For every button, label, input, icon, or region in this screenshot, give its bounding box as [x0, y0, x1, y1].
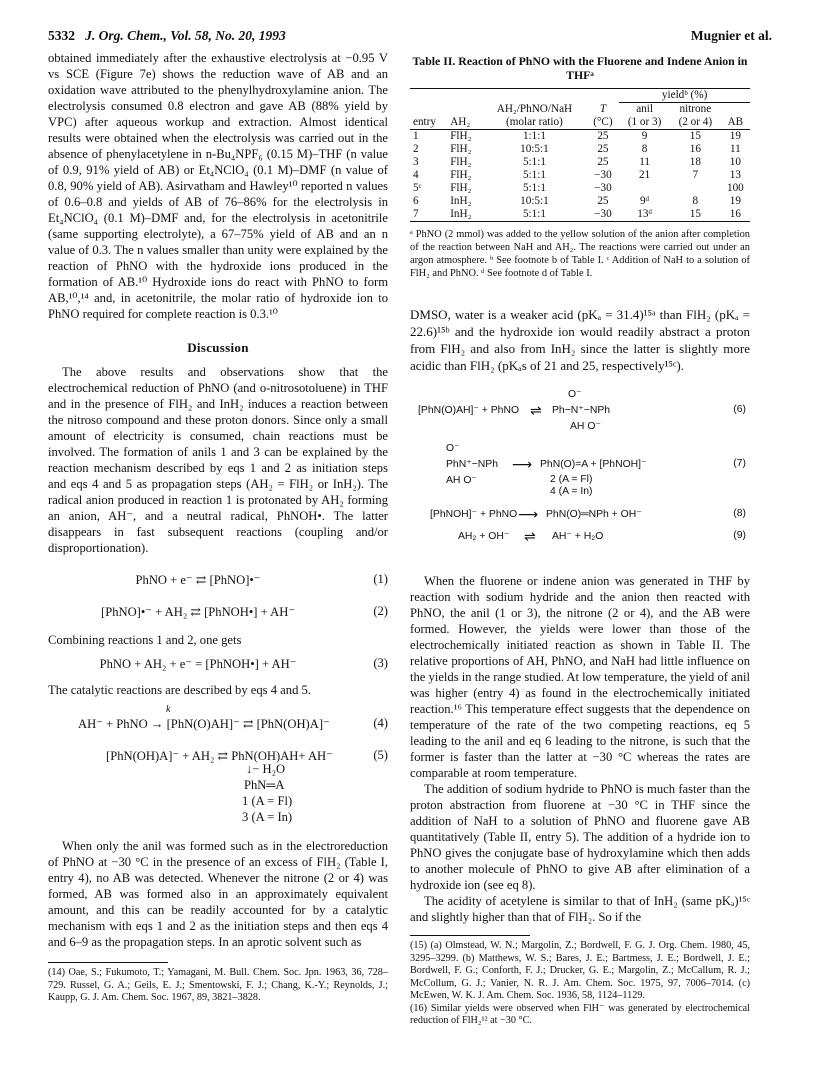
table-cell-entry: 7	[410, 208, 447, 222]
eq6-product: Ph−N⁺−NPh	[552, 405, 611, 416]
table-cell-ratio: 5:1:1	[482, 208, 586, 222]
eq9-number: (9)	[733, 530, 746, 541]
table-cell-entry: 4	[413, 169, 419, 181]
table-cell-ab: 100	[726, 182, 744, 194]
equation-3: PhNO + AH₂ + e⁻ = [PhNOH•] + AH⁻ (3)	[99, 656, 388, 671]
table-cell-anil: 8	[641, 143, 648, 155]
table-ii-title: Table II. Reaction of PhNO with the Fluorene and Indene Anion in THFᵃ	[412, 54, 748, 82]
eq6-arrow: ⇌	[530, 402, 542, 418]
table-header-ah2: AH₂	[447, 116, 482, 130]
paragraph-dmso: DMSO, water is a weaker acid (pKₐ = 31.4)¹⁵ᵃ than FlH₂ (pKₐ = 22.6)¹⁵ᵇ and the hydroxide ion would readily abstract a proton from FlH₂ and also from InH₂ since the latter is slightly more acidic than FlH₂ (pKₐs of 21 and 25, respectively¹⁵ᶜ).	[410, 307, 750, 373]
table-cell-t: 25	[597, 130, 609, 142]
section-heading-discussion: Discussion	[187, 340, 249, 355]
table-row	[410, 156, 750, 169]
eq7-bottom: AH O⁻	[446, 475, 477, 486]
eq9-right: AH⁻ + H₂O	[552, 531, 604, 542]
eq6-top: O⁻	[568, 389, 582, 400]
eq9-left: AH₂ + OH⁻	[458, 531, 510, 542]
table-cell-ab: 10	[729, 156, 741, 168]
table-header-nitrone-sub: (2 or 4)	[670, 116, 721, 130]
table-cell-nitrone: 16	[689, 143, 701, 155]
table-header-t: T	[599, 102, 607, 115]
footnote-divider-right	[410, 935, 530, 936]
paragraph-catalytic: The catalytic reactions are described by eqs 4 and 5.	[48, 683, 311, 697]
table-cell-nitrone: 8	[692, 195, 699, 207]
table-cell-ah2: FlH₂	[450, 143, 472, 155]
paragraph-discussion: The above results and observations show that the electrochemical reduction of PhNO (and o-nitrosotoluene) in THF and in the presence of FlH₂ and InH₂ induces a reaction between the nitroso compound and these proton donors. Since only a small amount of electricity is consumed, chain reactions must be involved. The formation of anils 1 and 3 can be explained by the reaction mechanism described by eqs 1 and 2 as initiation steps and eqs 4 and 5 as propagation steps (AH₂ = FlH₂ or InH₂). The radical anion produced in reaction 1 is protonated by AH₂ forming an anion, AH⁻, and a neutral radical, PhNOH•. The latter disappears in fast subsequent reactions (coupling and/or disproportionation).	[48, 365, 388, 555]
left-column	[48, 50, 388, 1005]
paragraph-fluorene-anion: When the fluorene or indene anion was generated in THF by reaction with sodium hydride and the anion then reacted with PhNO, the anil (1 or 3), the nitrone (2 or 4), and the AB were formed. However, the yields were lower than those of the electrochemically initiated reaction as shown in Table II. The relative proportions of AH, PhNO, and NaH had little influence on the yields in the range studied. At low temperature, the yield of anil was higher (entry 4) as found in the electrochemically initiated reaction.¹⁶ This temperature effect suggests that the dependence on temperature of the rate of the two competing reactions, eq 5 leading to the anil and eq 6 leading to the nitrone, is such that the former is faster than the latter at −30 °C whereas the rates are comparable at room temperature.	[410, 574, 750, 780]
eq7-top: O⁻	[446, 443, 460, 454]
paragraph-combining: Combining reactions 1 and 2, one gets	[48, 633, 242, 647]
table-cell-ab: 19	[729, 195, 741, 207]
table-cell-ratio: 10:5:1	[520, 143, 549, 155]
table-cell-t: 25	[597, 195, 609, 207]
table-cell-nitrone	[670, 182, 721, 195]
eq9-arrow: ⇌	[524, 528, 536, 544]
table-cell-ah2: FlH₂	[450, 182, 472, 194]
equation-2: [PhNO]•⁻ + AH₂ ⇄ [PhNOH•] + AH⁻ (2)	[101, 604, 388, 619]
table-header-ab: AB	[721, 116, 750, 130]
table-cell-ah2: InH₂	[450, 195, 472, 207]
table-ii-notes: ᵃ PhNO (2 mmol) was added to the yellow solution of the anion after completion of the reaction between NaH and AH₂. The reactions were carried out under an argon atmosphere. ᵇ See footnote b of Table I. ᶜ Addition of NaH to a solution of FlH₂ and PhNO. ᵈ See footnote d of Table I.	[410, 229, 750, 279]
table-cell-ab: 13	[729, 169, 741, 181]
eq7-number: (7)	[733, 458, 746, 469]
table-row	[410, 195, 750, 208]
table-header-entry: entry	[410, 116, 447, 130]
table-cell-entry: 2	[413, 143, 419, 155]
table-cell-entry: 3	[413, 156, 419, 168]
table-cell-entry: 6	[413, 195, 419, 207]
table-cell-ab: 19	[729, 130, 741, 142]
eq6-left: [PhN(O)AH]⁻ + PhNO	[418, 405, 520, 416]
table-cell-nitrone: 15	[670, 208, 721, 222]
table-cell-anil	[619, 182, 670, 195]
eq7-left: PhN⁺−NPh	[446, 459, 498, 470]
table-cell-ratio: 10:5:1	[520, 195, 549, 207]
paragraph-electrolysis: obtained immediately after the exhaustive electrolysis at −0.95 V vs SCE (Figure 7e) shows the reduction wave of AB and an oxidation wave attributed to the phenylhydroxylamine anion. The electrolysis consumed 0.8 electron and gave AB (88% yield by VPC) after aqueous workup and extraction. Almost identical results were obtained when the electrolysis was carried out in the absence of phenylacetylene in n-Bu₄NPF₆ (0.15 M)–THF (n value of 0.9, 91% yield of AB) or Et₄NClO₄ (0.1 M)–DMF (n value of 0.8, 90% yield of AB). Asirvatham and Hawley¹⁰ reported n values of 0.6–0.8 and yields of AB of 76–86% for the electrolysis in Et₄NClO₄ (0.1 M)–DMF and, for the electrolysis in acetonitrile (same supporting electrolyte), a 67–75% yield of AB and an n value of 0.3. The n values smaller than unity were explained by the reaction of PhNO with the hydroxide ions produced in the formation of AB.¹⁰ Hydroxide ions do react with PhNO to form AB,¹⁰,¹⁴ and, in acetonitrile, the molar ratio of hydroxide ion to PhNO required for complete reaction is 0.3.¹⁰	[48, 51, 388, 321]
paragraph-sodium-hydride: The addition of sodium hydride to PhNO is much faster than the proton abstraction from fluorene at −30 °C in THF since the addition of NaH to a solution of PhNO and fluorene gave AB quantitatively (Table II, entry 5). The addition of a hydride ion to PhNO gives the conjugate base of hydroxylamine which then adds to another molecule of PhNO to give AB after elimination of a hydroxide ion (see eq 8).	[410, 782, 750, 892]
table-ii	[410, 88, 750, 222]
table-header-ratio-unit: (molar ratio)	[482, 116, 586, 130]
table-cell-ratio: 5:1:1	[522, 169, 546, 181]
eq8-right: PhN(O)═NPh + OH⁻	[546, 509, 642, 520]
footnote-16: (16) Similar yields were observed when FlH⁻ was generated by electrochemical reduction of FlH₂¹² at −30 °C.	[410, 1002, 750, 1026]
table-header-yield: yieldᵇ (%)	[619, 89, 750, 103]
table-row	[410, 143, 750, 156]
eq7-prod2: 2 (A = Fl)	[550, 474, 593, 485]
journal-citation: J. Org. Chem., Vol. 58, No. 20, 1993	[85, 28, 286, 43]
table-header-anil: anil	[636, 103, 653, 115]
table-cell-ratio: 5:1:1	[522, 182, 546, 194]
running-header-authors: Mugnier et al.	[690, 28, 772, 43]
table-cell-t: −30	[587, 208, 620, 222]
table-cell-entry: 5ᶜ	[413, 182, 422, 194]
table-row	[410, 208, 750, 222]
table-cell-anil: 13ᵈ	[619, 208, 670, 222]
table-cell-anil: 9ᵈ	[640, 195, 650, 207]
table-header-nitrone: nitrone	[679, 103, 712, 115]
table-cell-ah2: FlH₂	[450, 130, 472, 142]
table-cell-nitrone: 15	[689, 130, 701, 142]
table-row	[410, 130, 750, 144]
table-row	[410, 169, 750, 182]
table-cell-ah2: InH₂	[447, 208, 482, 222]
table-cell-ab: 16	[721, 208, 750, 222]
right-column	[410, 50, 750, 1028]
table-cell-ah2: FlH₂	[450, 156, 472, 168]
eq6-bottom: AH O⁻	[570, 421, 601, 432]
paragraph-anil: When only the anil was formed such as in the electroreduction of PhNO at −30 °C in the presence of an excess of FlH₂ (Table I, entry 4), no AB was detected. Whenever the nitrone (2 or 4) was formed, AB was formed also in an approximately equivalent amount, and this can be readily accounted for by a catalytic mechanism with eqs 1 and 2 as the initiation steps and then eqs 4 and 6–9 as the propagation steps. In an aprotic solvent such as	[48, 839, 388, 949]
table-cell-ratio: 5:1:1	[522, 156, 546, 168]
table-header-t-unit: (°C)	[587, 116, 620, 130]
eq8-left: [PhNOH]⁻ + PhNO	[430, 509, 518, 520]
table-header-anil-sub: (1 or 3)	[619, 116, 670, 130]
equation-4: k AH⁻ + PhNO → [PhN(O)AH]⁻ ⇄ [PhN(OH)A]⁻ (4)	[78, 704, 388, 731]
eq6-number: (6)	[733, 404, 746, 415]
table-cell-t: 25	[597, 156, 609, 168]
footnote-divider	[48, 962, 168, 963]
page-number: 5332	[48, 28, 75, 43]
eq8-number: (8)	[733, 508, 746, 519]
reaction-scheme-6-9	[410, 388, 750, 563]
eq8-arrow: ⟶	[518, 506, 539, 522]
table-row	[410, 182, 750, 195]
table-cell-entry: 1	[413, 130, 419, 142]
table-cell-t: −30	[594, 169, 612, 181]
table-cell-ratio: 1:1:1	[522, 130, 546, 142]
table-cell-t: 25	[597, 143, 609, 155]
equation-5: [PhN(OH)A]⁻ + AH₂ ⇄ PhN(OH)AH+ AH⁻ (5) ↓− H₂O PhN═A 1 (A = Fl) 3 (A = In)	[106, 748, 388, 824]
table-cell-nitrone: 7	[692, 169, 699, 181]
eq7-right: PhN(O)=A + [PhNOH]⁻	[540, 459, 647, 470]
running-header-left	[48, 28, 286, 44]
table-header-ratio: AH₂/PhNO/NaH	[496, 102, 573, 115]
table-cell-ah2: FlH₂	[450, 169, 472, 181]
eq7-prod4: 4 (A = In)	[550, 486, 593, 497]
table-cell-ab: 11	[729, 143, 741, 155]
eq7-arrow: ⟶	[512, 456, 533, 472]
footnote-15: (15) (a) Olmstead, W. N.; Margolin, Z.; Bordwell, F. G. J. Org. Chem. 1980, 45, 3295–3299. (b) Matthews, W. S.; Bares, J. E.; Bartmess, J. E.; Bordwell, J. E.; Bordwell, F. G.; Conforth, F. J.; Drucker, G. E.; Margolin, Z.; McCallum, R. J.; McCollum, G. J.; Vanier, N. R. J. Am. Chem. Soc. 1975, 97, 7006–7014. (c) McEwen, W. K. J. Am. Chem. Soc. 1936, 58, 1124–1129.	[410, 940, 750, 1001]
paragraph-acetylene: The acidity of acetylene is similar to that of InH₂ (same pKₐ)¹⁵ᶜ and slightly higher than that of FlH₂. So if the	[410, 894, 750, 924]
table-cell-t: −30	[594, 182, 612, 194]
footnote-14: (14) Oae, S.; Fukumoto, T.; Yamagani, M. Bull. Chem. Soc. Jpn. 1963, 36, 728–729. Russel, G. A.; Geils, E. J.; Smentowski, F. J.; Chang, K.-Y.; Reynolds, J.; Kaupp, G. J. Am. Chem. Soc. 1967, 89, 3821–3828.	[48, 967, 388, 1003]
table-cell-anil: 21	[639, 169, 651, 181]
table-cell-anil: 9	[641, 130, 648, 142]
table-cell-anil: 11	[639, 156, 650, 168]
equation-1: PhNO + e⁻ ⇄ [PhNO]•⁻ (1)	[135, 572, 388, 587]
table-cell-nitrone: 18	[689, 156, 701, 168]
